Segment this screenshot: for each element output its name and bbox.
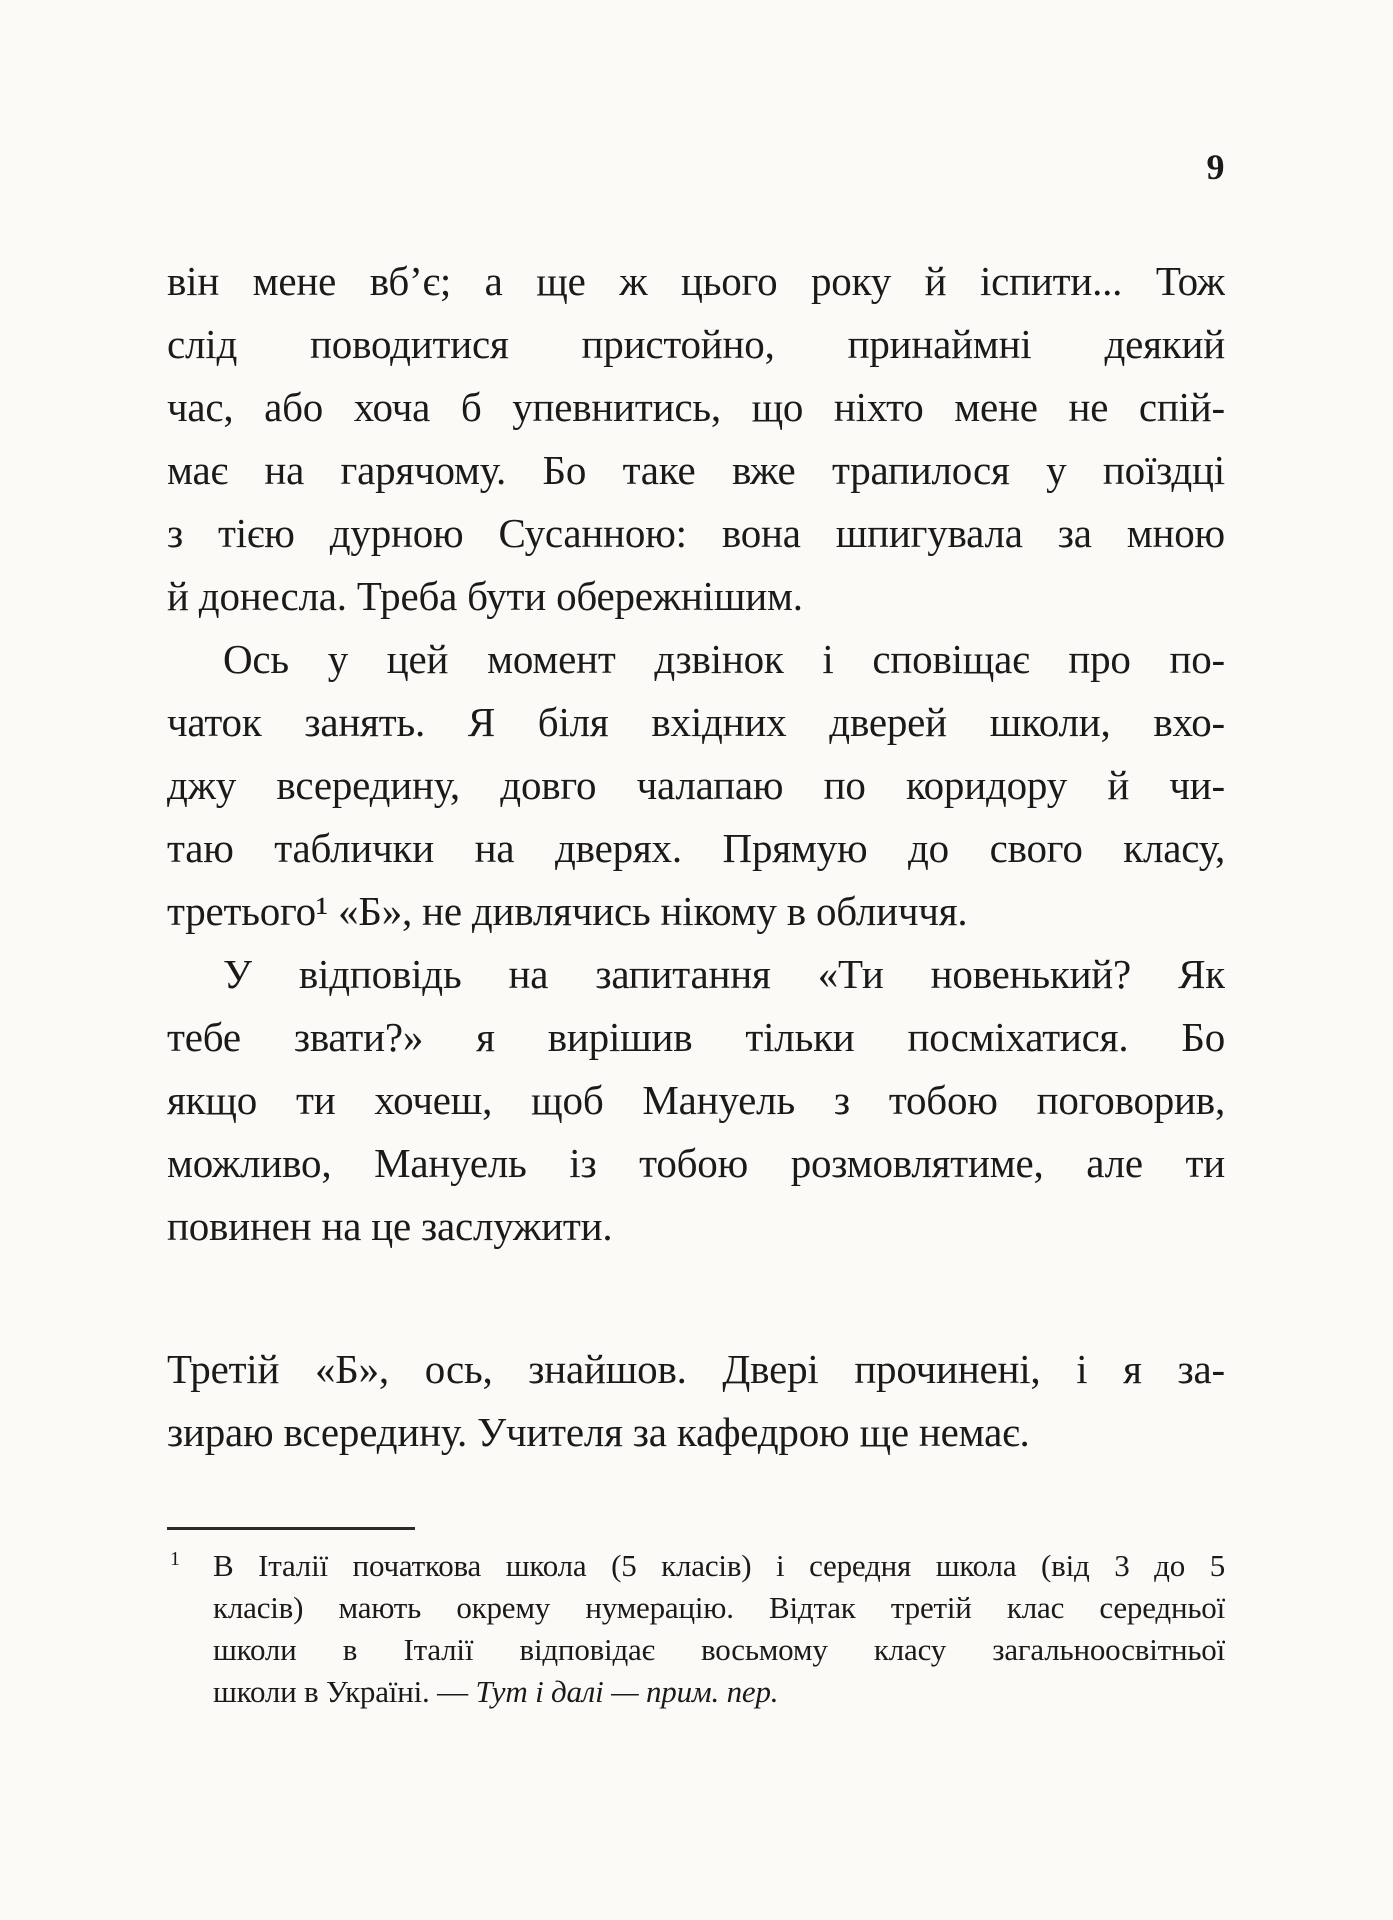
text-line: чаток занять. Я біля вхідних дверей школи, вхо- bbox=[167, 699, 1225, 745]
footnote-section bbox=[167, 1545, 1225, 1713]
footnote-text: школи в Україні. — bbox=[213, 1674, 476, 1709]
text-line: джу всередину, довго чалапаю по коридору й чи- bbox=[167, 762, 1225, 808]
text-line: третього¹ «Б», не дивлячись нікому в обличчя. bbox=[167, 888, 968, 934]
text-line: слід поводитися пристойно, принаймні деякий bbox=[167, 321, 1225, 367]
text-line: Ось у цей момент дзвінок і сповіщає про по- bbox=[223, 636, 1225, 682]
text-line: час, або хоча б упевнитись, що ніхто мене не спій- bbox=[167, 384, 1225, 430]
text-line: з тією дурною Сусанною: вона шпигувала за мною bbox=[167, 510, 1225, 556]
text-line: зираю всередину. Учителя за кафедрою ще немає. bbox=[167, 1409, 1030, 1455]
paragraph bbox=[167, 1338, 1225, 1464]
body-text bbox=[167, 250, 1225, 1464]
text-line: він мене вб’є; а ще ж цього року й іспити... Тож bbox=[167, 258, 1225, 304]
footnote-line bbox=[167, 1671, 1225, 1713]
text-line: можливо, Мануель із тобою розмовлятиме, але ти bbox=[167, 1140, 1225, 1186]
footnote-translator-note: Тут і далі — прим. пер. bbox=[475, 1674, 779, 1709]
paragraph bbox=[167, 628, 1225, 943]
page-number: 9 bbox=[1206, 147, 1225, 187]
text-line: повинен на це заслужити. bbox=[167, 1203, 613, 1249]
text-line: У відповідь на запитання «Ти новенький? Як bbox=[223, 951, 1225, 997]
footnote-marker: 1 bbox=[170, 1548, 180, 1570]
text-line: якщо ти хочеш, щоб Мануель з тобою поговорив, bbox=[167, 1077, 1225, 1123]
text-line: таю таблички на дверях. Прямую до свого класу, bbox=[167, 825, 1225, 871]
footnote-line: В Італії початкова школа (5 класів) і середня школа (від 3 до 5 bbox=[213, 1548, 1225, 1583]
paragraph bbox=[167, 250, 1225, 628]
footnote-line: класів) мають окрему нумерацію. Відтак третій клас середньої bbox=[213, 1590, 1225, 1625]
text-line: Третій «Б», ось, знайшов. Двері прочинені, і я за- bbox=[167, 1346, 1225, 1392]
text-line: тебе звати?» я вирішив тільки посміхатися. Бо bbox=[167, 1014, 1225, 1060]
footnote-line: школи в Італії відповідає восьмому класу загальноосвітньої bbox=[213, 1632, 1225, 1667]
footnote-separator bbox=[167, 1527, 415, 1530]
text-line: й донесла. Треба бути обережнішим. bbox=[167, 573, 803, 619]
paragraph bbox=[167, 943, 1225, 1258]
text-line: має на гарячому. Бо таке вже трапилося у поїздці bbox=[167, 447, 1225, 493]
